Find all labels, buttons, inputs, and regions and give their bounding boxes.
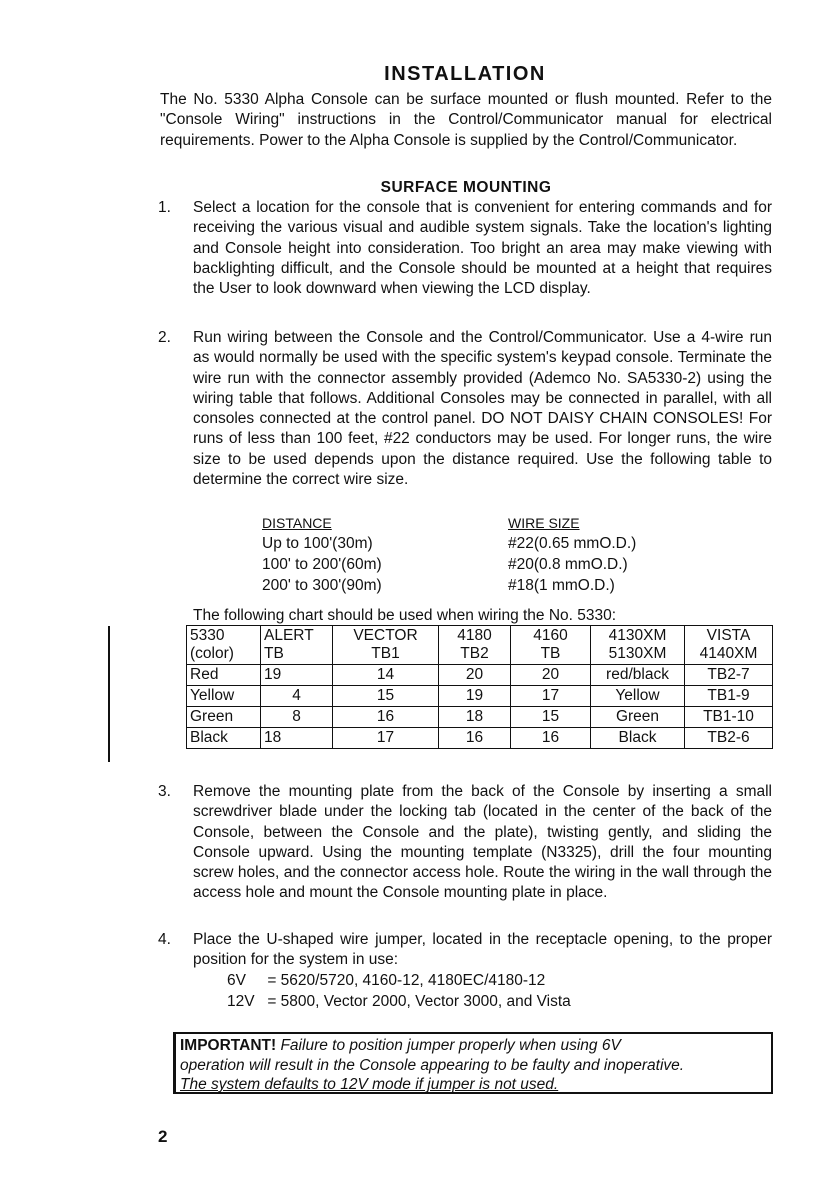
- wire-size-table: [262, 513, 682, 597]
- margin-change-bar: [108, 626, 110, 762]
- vista-cell: TB2-6: [685, 728, 773, 749]
- alert-cell: 4: [261, 686, 333, 707]
- header-cell-vector: VECTOR TB1: [333, 626, 439, 665]
- jumper-option-label: 6V: [227, 972, 246, 989]
- color-cell: Yellow: [187, 686, 261, 707]
- step-2: [158, 328, 772, 490]
- jumper-options: [227, 971, 571, 1013]
- header-cell-4160: 4160 TB: [511, 626, 591, 665]
- step-3: [158, 782, 772, 904]
- step-text: Place the U-shaped wire jumper, located in the receptacle opening, to the proper position for the system in use:: [193, 931, 772, 969]
- table-row: [262, 576, 682, 597]
- step-text: Remove the mounting plate from the back of the Console by inserting a small screwdriver blade under the locking tab (located in the center of the back of the Console, between the Console and the plate), twisting gently, and sliding the Console upward. Using the mounting template (N3325), drill the four mounting screw holes, and the connector access hole. Route the wiring in the wall through the access hole and mount the Console mounting plate in place.: [193, 783, 772, 902]
- important-line-1: Failure to position jumper properly when using 6V: [280, 1037, 621, 1054]
- jumper-option-value: = 5620/5720, 4160-12, 4180EC/4180-12: [267, 972, 546, 989]
- cell-4180: 16: [439, 728, 511, 749]
- table-row: [262, 534, 682, 555]
- wiring-chart: [186, 625, 773, 749]
- wire-size-cell: #22(0.65 mmO.D.): [508, 535, 637, 552]
- color-cell: Red: [187, 665, 261, 686]
- cell-4160: 17: [511, 686, 591, 707]
- jumper-option-12v: [227, 992, 571, 1013]
- wire-size-cell: #18(1 mmO.D.): [508, 577, 615, 594]
- cell-4180: 20: [439, 665, 511, 686]
- step-text: Select a location for the console that is convenient for entering commands and for receiving the various visual and audible system signals. Take the location's lighting and Console height into consideration. Too bright an area may make viewing with backlighting difficult, and the Console should be mounted at a height that requires the User to look downward when viewing the LCD display.: [193, 199, 772, 298]
- table-row: [262, 555, 682, 576]
- step-1: [158, 198, 772, 299]
- important-line-3: The system defaults to 12V mode if jumper is not used.: [180, 1076, 559, 1093]
- alert-cell: 18: [261, 728, 333, 749]
- jumper-option-value: = 5800, Vector 2000, Vector 3000, and Vista: [267, 993, 571, 1010]
- cell-4160: 16: [511, 728, 591, 749]
- table-row: [187, 665, 773, 686]
- wire-size-table-header: [262, 513, 682, 534]
- wiring-chart-header: [187, 626, 773, 665]
- vista-cell: TB1-9: [685, 686, 773, 707]
- color-cell: Black: [187, 728, 261, 749]
- table-row: [187, 686, 773, 707]
- header-cell-4180: 4180 TB2: [439, 626, 511, 665]
- header-cell-vista: VISTA 4140XM: [685, 626, 773, 665]
- header-cell-alert: ALERT TB: [261, 626, 333, 665]
- step-number: 1.: [158, 199, 171, 216]
- step-4: [158, 930, 772, 971]
- cell-4180: 19: [439, 686, 511, 707]
- cell-4130xm: Green: [591, 707, 685, 728]
- step-number: 2.: [158, 329, 171, 346]
- step-number: 3.: [158, 783, 171, 800]
- alert-cell: 19: [261, 665, 333, 686]
- distance-cell: 100' to 200'(60m): [262, 556, 382, 573]
- color-cell: Green: [187, 707, 261, 728]
- intro-paragraph: The No. 5330 Alpha Console can be surface mounted or flush mounted. Refer to the "Console Wiring" instructions in the Control/Communicator manual for electrical requirements. Power to the Alpha Console is supplied by the Control/Communicator.: [160, 91, 772, 149]
- header-cell-5330: 5330 (color): [187, 626, 261, 665]
- step-number: 4.: [158, 931, 171, 948]
- distance-cell: 200' to 300'(90m): [262, 577, 382, 594]
- vector-cell: 16: [333, 707, 439, 728]
- alert-cell: 8: [261, 707, 333, 728]
- vista-cell: TB1-10: [685, 707, 773, 728]
- cell-4160: 15: [511, 707, 591, 728]
- jumper-option-label: 12V: [227, 993, 255, 1010]
- section-heading: SURFACE MOUNTING: [380, 179, 552, 196]
- header-cell-4130xm: 4130XM 5130XM: [591, 626, 685, 665]
- cell-4180: 18: [439, 707, 511, 728]
- cell-4130xm: red/black: [591, 665, 685, 686]
- step-text: Run wiring between the Console and the Control/Communicator. Use a 4-wire run as would normally be used with the specific system's keypad console. Terminate the wire run with the connector assembly provided (Ademco No. SA5330-2) using the wiring table that follows. Additional Consoles may be connected in parallel, with all consoles connected at the control panel. DO NOT DAISY CHAIN CONSOLES! For runs of less than 100 feet, #22 conductors may be used. For longer runs, the wire size to be used depends upon the distance required. Use the following table to determine the correct wire size.: [193, 329, 772, 489]
- important-notice: [173, 1032, 773, 1094]
- wire-size-cell: #20(0.8 mmO.D.): [508, 556, 628, 573]
- vector-cell: 15: [333, 686, 439, 707]
- wire-size-header: WIRE SIZE: [508, 515, 580, 531]
- cell-4130xm: Yellow: [591, 686, 685, 707]
- important-label: IMPORTANT!: [180, 1037, 277, 1054]
- table-row: [187, 728, 773, 749]
- important-line-2: operation will result in the Console appearing to be faulty and inoperative.: [180, 1056, 685, 1074]
- jumper-option-6v: [227, 971, 571, 992]
- cell-4130xm: Black: [591, 728, 685, 749]
- page-number: 2: [158, 1127, 168, 1146]
- cell-4160: 20: [511, 665, 591, 686]
- vector-cell: 14: [333, 665, 439, 686]
- distance-cell: Up to 100'(30m): [262, 535, 373, 552]
- table-row: [187, 707, 773, 728]
- vector-cell: 17: [333, 728, 439, 749]
- page-title: INSTALLATION: [384, 63, 546, 85]
- distance-header: DISTANCE: [262, 515, 332, 531]
- vista-cell: TB2-7: [685, 665, 773, 686]
- chart-caption: The following chart should be used when wiring the No. 5330:: [193, 607, 617, 624]
